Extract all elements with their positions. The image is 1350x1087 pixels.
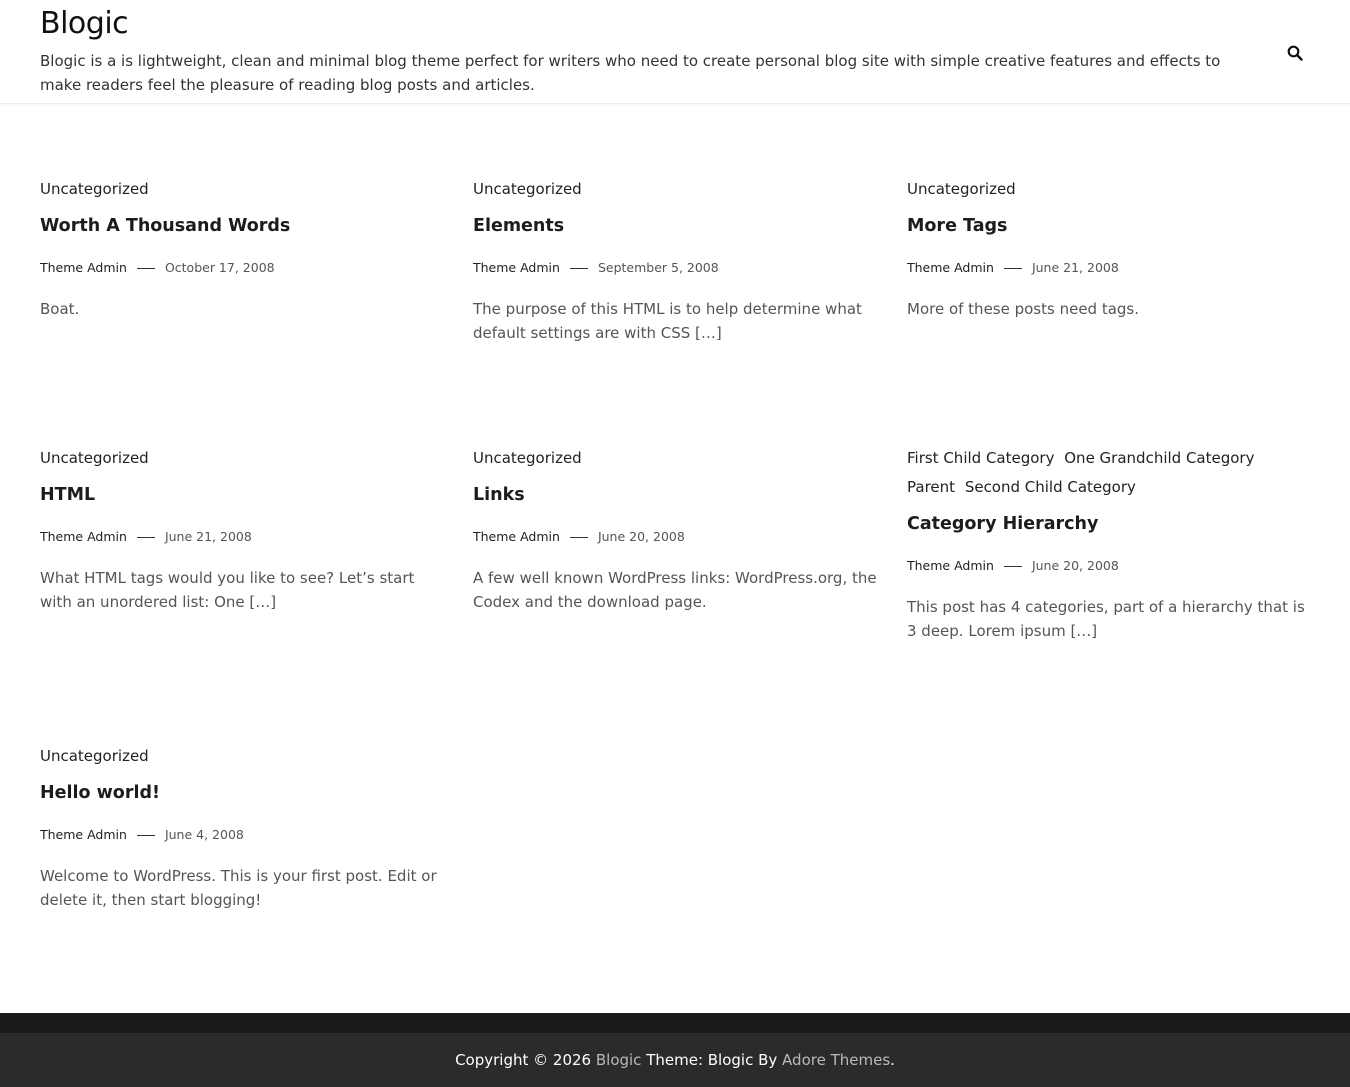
post-title[interactable]: Category Hierarchy [907,514,1099,534]
post-title[interactable]: Hello world! [40,783,160,803]
post-author[interactable]: Theme Admin [40,260,127,275]
post-excerpt: More of these posts need tags. [907,300,1140,318]
category-link[interactable]: Uncategorized [473,449,582,467]
post-date[interactable]: June 4, 2008 [164,827,244,842]
category-link[interactable]: Uncategorized [40,449,149,467]
site-title[interactable]: Blogic [40,6,129,41]
post-date[interactable]: June 20, 2008 [597,529,685,544]
post-meta [40,259,450,277]
meta-separator [137,835,155,836]
post-meta [907,557,1317,575]
post-card [907,175,1317,321]
post-author[interactable]: Theme Admin [473,529,560,544]
category-link[interactable]: Second Child Category [964,478,1136,496]
meta-separator [137,268,155,269]
post-excerpt: The purpose of this HTML is to help determine what default settings are with CSS […] [473,300,862,342]
post-card [473,175,883,345]
meta-separator [1004,268,1022,269]
post-categories [907,175,1317,204]
post-excerpt: This post has 4 categories, part of a hierarchy that is 3 deep. Lorem ipsum […] [907,598,1305,640]
post-card [907,444,1317,643]
post-title[interactable]: HTML [40,485,96,505]
meta-separator [1004,566,1022,567]
category-link[interactable]: First Child Category [907,449,1055,467]
category-link[interactable]: Uncategorized [40,180,149,198]
search-button[interactable] [1284,42,1306,64]
post-excerpt: Boat. [40,300,80,318]
post-author[interactable]: Theme Admin [473,260,560,275]
post-meta [473,528,883,546]
meta-separator [137,537,155,538]
post-meta [907,259,1317,277]
category-link[interactable]: Uncategorized [907,180,1016,198]
post-categories [473,444,883,473]
post-date[interactable]: September 5, 2008 [597,260,719,275]
post-card [40,175,450,321]
footer-end: . [890,1051,895,1069]
category-link[interactable]: Uncategorized [40,747,149,765]
post-title[interactable]: Elements [473,216,565,236]
post-card [40,444,450,614]
post-categories [40,444,450,473]
post-date[interactable]: June 20, 2008 [1031,558,1119,573]
post-title[interactable]: Worth A Thousand Words [40,216,291,236]
post-title[interactable]: Links [473,485,525,505]
category-link[interactable]: One Grandchild Category [1064,449,1255,467]
footer-theme-text: Theme: Blogic By [641,1051,783,1069]
post-author[interactable]: Theme Admin [40,529,127,544]
search-icon [1287,45,1303,61]
meta-separator [570,537,588,538]
post-excerpt: What HTML tags would you like to see? Let’s start with an unordered list: One […] [40,569,415,611]
post-title[interactable]: More Tags [907,216,1008,236]
post-date[interactable]: June 21, 2008 [164,529,252,544]
post-excerpt: Welcome to WordPress. This is your first post. Edit or delete it, then start blogging! [40,867,437,909]
copyright-text: Copyright © 2026 [455,1051,596,1069]
post-meta [473,259,883,277]
post-categories [40,175,450,204]
post-author[interactable]: Theme Admin [907,558,994,573]
post-card [40,742,450,912]
meta-separator [570,268,588,269]
category-link[interactable]: Parent [907,478,956,496]
footer-author-link[interactable]: Adore Themes [782,1051,891,1069]
post-author[interactable]: Theme Admin [907,260,994,275]
footer-widget-area [0,1013,1350,1033]
post-categories [907,444,1317,502]
post-categories [40,742,450,771]
site-description: Blogic is a is lightweight, clean and minimal blog theme perfect for writers who need to create personal blog site with simple creative features and effects to make readers feel the pleasure of reading blog posts and articles. [40,52,1221,94]
post-meta [40,528,450,546]
site-header [0,0,1350,104]
footer-site-link[interactable]: Blogic [595,1051,642,1069]
post-author[interactable]: Theme Admin [40,827,127,842]
post-card [473,444,883,614]
category-link[interactable]: Uncategorized [473,180,582,198]
site-footer [0,1033,1350,1087]
post-categories [473,175,883,204]
post-date[interactable]: October 17, 2008 [164,260,275,275]
post-date[interactable]: June 21, 2008 [1031,260,1119,275]
post-excerpt: A few well known WordPress links: WordPress.org, the Codex and the download page. [473,569,877,611]
post-meta [40,826,450,844]
